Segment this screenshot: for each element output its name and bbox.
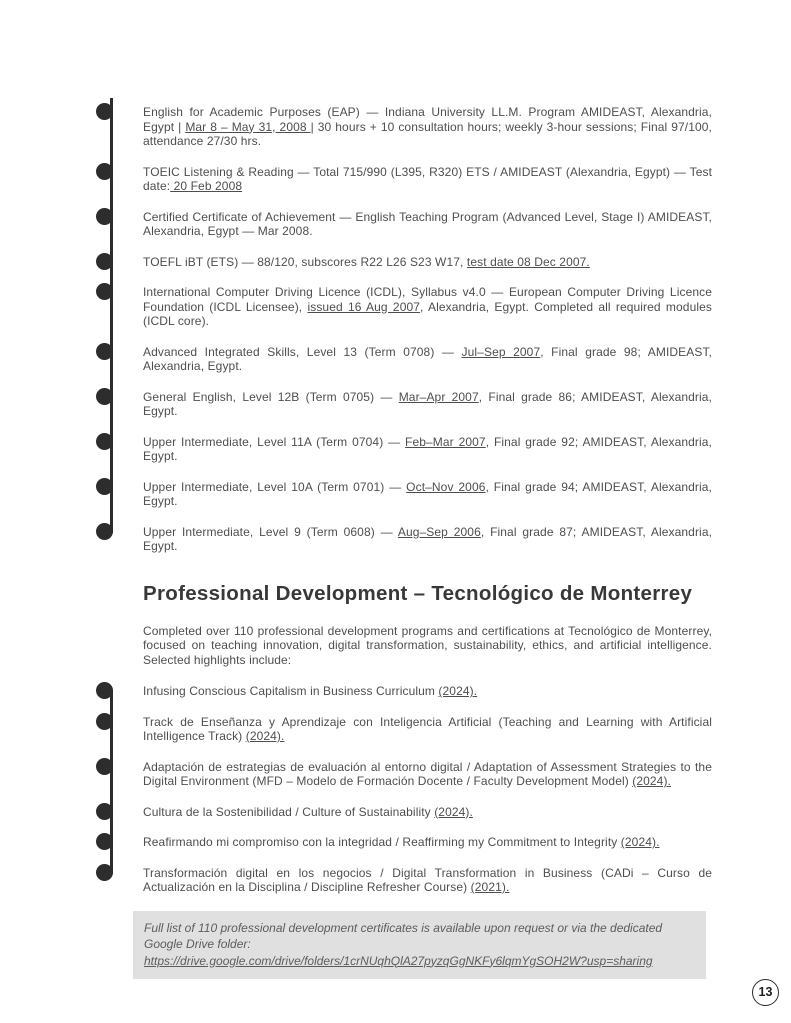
entry-text: Cultura de la Sostenibilidad / Culture of Sustainability [143, 804, 435, 819]
underlined-date: Mar–Apr 2007 [398, 389, 479, 404]
timeline-entry-text [143, 345, 712, 374]
timeline-entry [143, 805, 712, 820]
timeline-entry [143, 390, 712, 419]
underlined-date: (2024). [632, 774, 671, 788]
timeline-dot-icon [96, 388, 113, 405]
entry-text: Infusing Conscious Capitalism in Business Curriculum [143, 684, 439, 698]
timeline-entry [143, 835, 712, 850]
timeline-dot-icon [96, 758, 113, 775]
underlined-date: test date 08 Dec 2007. [466, 254, 590, 269]
underlined-date: (2021). [470, 880, 510, 894]
entry-text: , Alexandria, Egypt. Completed all required modules (ICDL core). [143, 299, 712, 328]
note-box [133, 911, 706, 980]
underlined-date: (2024). [245, 729, 285, 743]
underlined-date: Mar 8 – May 31, 2008 [185, 119, 311, 134]
timeline-entry [143, 165, 712, 194]
entry-text: Track de Enseñanza y Aprendizaje con Inteligencia Artificial (Teaching and Learning with Artificial Intelligence Track) [143, 714, 712, 743]
timeline-entry [143, 345, 712, 374]
timeline-entry [143, 525, 712, 554]
timeline-entry [143, 760, 712, 789]
entry-text: , Final grade 94; AMIDEAST, Alexandria, Egypt. [143, 479, 712, 508]
timeline-entry-text [143, 480, 712, 509]
entry-text: , Final grade 92; AMIDEAST, Alexandria, Egypt. [143, 434, 712, 463]
timeline-entry [143, 715, 712, 744]
timeline-entry-text [143, 760, 712, 789]
timeline-entry-text [143, 165, 712, 194]
timeline-dot-icon [96, 103, 113, 120]
timeline-dot-icon [96, 208, 113, 225]
timeline-entry [143, 866, 712, 895]
timeline-dot-icon [96, 523, 113, 540]
timeline-entry-text [143, 285, 712, 329]
timeline-dot-icon [96, 283, 113, 300]
section-heading: Professional Development – Tecnológico de Monterrey [143, 581, 693, 605]
timeline-entry-text [143, 866, 712, 895]
entry-text: English for Academic Purposes (EAP) — Indiana University LL.M. Program AMIDEAST, Alexandria, Egypt | [143, 105, 712, 134]
timeline-entry-text [143, 684, 712, 699]
underlined-date: Oct–Nov 2006 [406, 479, 486, 494]
underlined-date: (2024). [438, 684, 478, 698]
entry-text: General English, Level 12B (Term 0705) — [143, 389, 399, 404]
timeline-entry [143, 435, 712, 464]
note-text: Full list of 110 professional development certificates is available upon request or via the dedicated Google Drive folder: [144, 920, 663, 951]
timeline-dot-icon [96, 833, 113, 850]
timeline-entry [143, 105, 712, 149]
entry-text: , Final grade 87; AMIDEAST, Alexandria, Egypt. [143, 524, 713, 553]
entry-text: Upper Intermediate, Level 10A (Term 0701) — [143, 479, 407, 494]
timeline-entry [143, 210, 712, 239]
timeline-entry-text [143, 835, 712, 850]
entry-text: TOEFL iBT (ETS) — 88/120, subscores R22 L26 S23 W17, [143, 254, 467, 269]
timeline-entry-text [143, 210, 712, 239]
timeline-entry-text [143, 525, 712, 554]
entry-text: TOEIC Listening & Reading — Total 715/990 (L395, R320) ETS / AMIDEAST (Alexandria, Egypt) — Test date: [143, 164, 712, 193]
timeline-dot-icon [96, 803, 113, 820]
entry-text: Adaptación de estrategias de evaluación al entorno digital / Adaptation of Assessment Strategies to the Digital Environment (MFD – Modelo de Formación Docente / Faculty Development Model) [143, 759, 712, 788]
entry-text: Reafirmando mi compromiso con la integridad / Reaffirming my Commitment to Integrity [143, 835, 621, 849]
timeline-entry-text [143, 805, 712, 820]
timeline-dot-icon [96, 163, 113, 180]
entry-text: Upper Intermediate, Level 11A (Term 0704) — [143, 434, 406, 449]
timeline-dot-icon [96, 864, 113, 881]
underlined-date: (2024). [620, 835, 660, 849]
timeline-entry-text [143, 715, 712, 744]
underlined-date: Feb–Mar 2007 [405, 434, 486, 449]
timeline-dot-icon [96, 343, 113, 360]
entry-text: , Final grade 86; AMIDEAST, Alexandria, Egypt. [143, 389, 712, 418]
underlined-date: Aug–Sep 2006 [397, 524, 481, 539]
entry-text: , Final grade 98; AMIDEAST, Alexandria, Egypt. [143, 344, 712, 373]
timeline-entry-text [143, 435, 712, 464]
section-intro: Completed over 110 professional development programs and certifications at Tecnológico de Monterrey, focused on teaching innovation, digital transformation, sustainability, ethics, and artificial intelligence. Selected highlights include: [143, 623, 712, 667]
entry-text: Upper Intermediate, Level 9 (Term 0608) — [143, 524, 398, 539]
underlined-date: 20 Feb 2008 [170, 179, 243, 193]
timeline-entry [143, 684, 712, 699]
timeline-entry [143, 255, 712, 270]
entry-text: Advanced Integrated Skills, Level 13 (Term 0708) — [143, 344, 462, 359]
google-drive-link[interactable]: https://drive.google.com/drive/folders/1crNUqhQlA27pyzqGgNKFy6lqmYgSOH2W?usp=sharing [144, 953, 653, 968]
page-number-badge: 13 [752, 979, 779, 1006]
timeline-line [110, 98, 113, 533]
timeline-dot-icon [96, 478, 113, 495]
timeline-professional-development [104, 684, 712, 895]
timeline-dot-icon [96, 682, 113, 699]
timeline-entry [143, 285, 712, 329]
entry-text: | 30 hours + 10 consultation hours; weekly 3-hour sessions; Final 97/100, attendance 27/30 hrs. [143, 119, 712, 148]
underlined-date: issued 16 Aug 2007 [307, 299, 421, 314]
underlined-date: Jul–Sep 2007 [461, 344, 541, 359]
timeline-dot-icon [96, 433, 113, 450]
underlined-date: (2024). [434, 804, 473, 819]
timeline-certifications [104, 105, 712, 554]
timeline-entry-text [143, 105, 712, 149]
timeline-entry [143, 480, 712, 509]
timeline-entry-text [143, 255, 712, 270]
timeline-entry-text [143, 390, 712, 419]
entry-text: Transformación digital en los negocios / Digital Transformation in Business (CADi – Curso de Actualización en la Disciplina / Discipline Refresher Course) [143, 865, 712, 894]
timeline-dot-icon [96, 713, 113, 730]
timeline-dot-icon [96, 253, 113, 270]
entry-text: International Computer Driving Licence (ICDL), Syllabus v4.0 — European Computer Driving Licence Foundation (ICDL Licensee), [143, 285, 712, 314]
entry-text: Certified Certificate of Achievement — English Teaching Program (Advanced Level, Stage I) AMIDEAST, Alexandria, Egypt — Mar 2008. [143, 209, 712, 238]
